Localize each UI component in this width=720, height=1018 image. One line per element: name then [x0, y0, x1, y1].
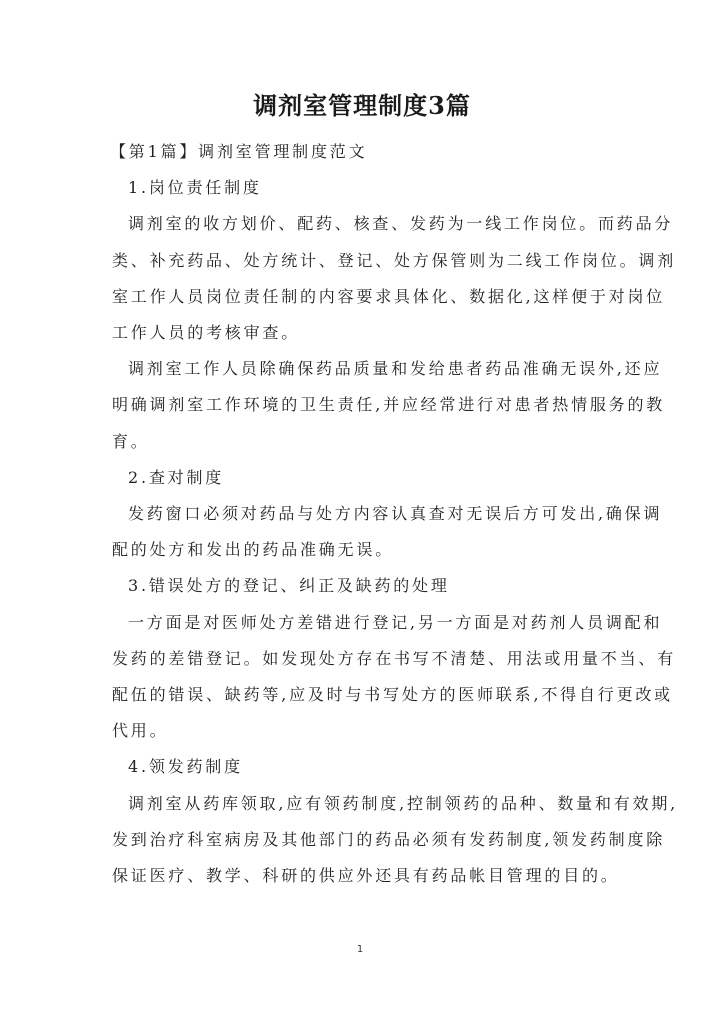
paragraph-line: 明确调剂室工作环境的卫生责任,并应经常进行对患者热情服务的教 [112, 395, 666, 415]
section-heading: 3.错误处方的登记、纠正及缺药的处理 [128, 576, 450, 596]
paragraph-line: 育。 [112, 431, 150, 451]
paragraph-line: 类、补充药品、处方统计、登记、处方保管则为二线工作岗位。调剂 [112, 250, 677, 270]
paragraph-line: 调剂室从药库领取,应有领药制度,控制领药的品种、数量和有效期, [128, 793, 679, 813]
paragraph-line: 配伍的错误、缺药等,应及时与书写处方的医师联系,不得自行更改或 [112, 685, 673, 705]
paragraph-line: 调剂室工作人员除确保药品质量和发给患者药品准确无误外,还应 [128, 359, 663, 379]
paragraph-line: 发药的差错登记。如发现处方存在书写不清楚、用法或用量不当、有 [112, 648, 677, 668]
paragraph-line: 代用。 [112, 721, 169, 741]
section-title: 【第1篇】调剂室管理制度范文 [110, 142, 368, 161]
paragraph-line: 工作人员的考核审查。 [112, 323, 301, 343]
paragraph-line: 发药窗口必须对药品与处方内容认真查对无误后方可发出,确保调 [128, 504, 663, 524]
paragraph-line: 调剂室的收方划价、配药、核查、发药为一线工作岗位。而药品分 [128, 214, 674, 234]
page-number: 1 [356, 944, 364, 955]
section-heading: 4.领发药制度 [128, 757, 243, 777]
paragraph-line: 一方面是对医师处方差错进行登记,另一方面是对药剂人员调配和 [128, 612, 663, 632]
paragraph-line: 室工作人员岗位责任制的内容要求具体化、数据化,这样便于对岗位 [112, 286, 666, 306]
section-heading: 1.岗位责任制度 [128, 178, 262, 198]
paragraph-line: 保证医疗、教学、科研的供应外还具有药品帐目管理的目的。 [112, 866, 620, 886]
section-heading: 2.查对制度 [128, 467, 225, 487]
paragraph-line: 发到治疗科室病房及其他部门的药品必须有发药制度,领发药制度除 [112, 829, 666, 849]
document-title: 调剂室管理制度3篇 [253, 91, 471, 120]
paragraph-line: 配的处方和发出的药品准确无误。 [112, 540, 395, 560]
